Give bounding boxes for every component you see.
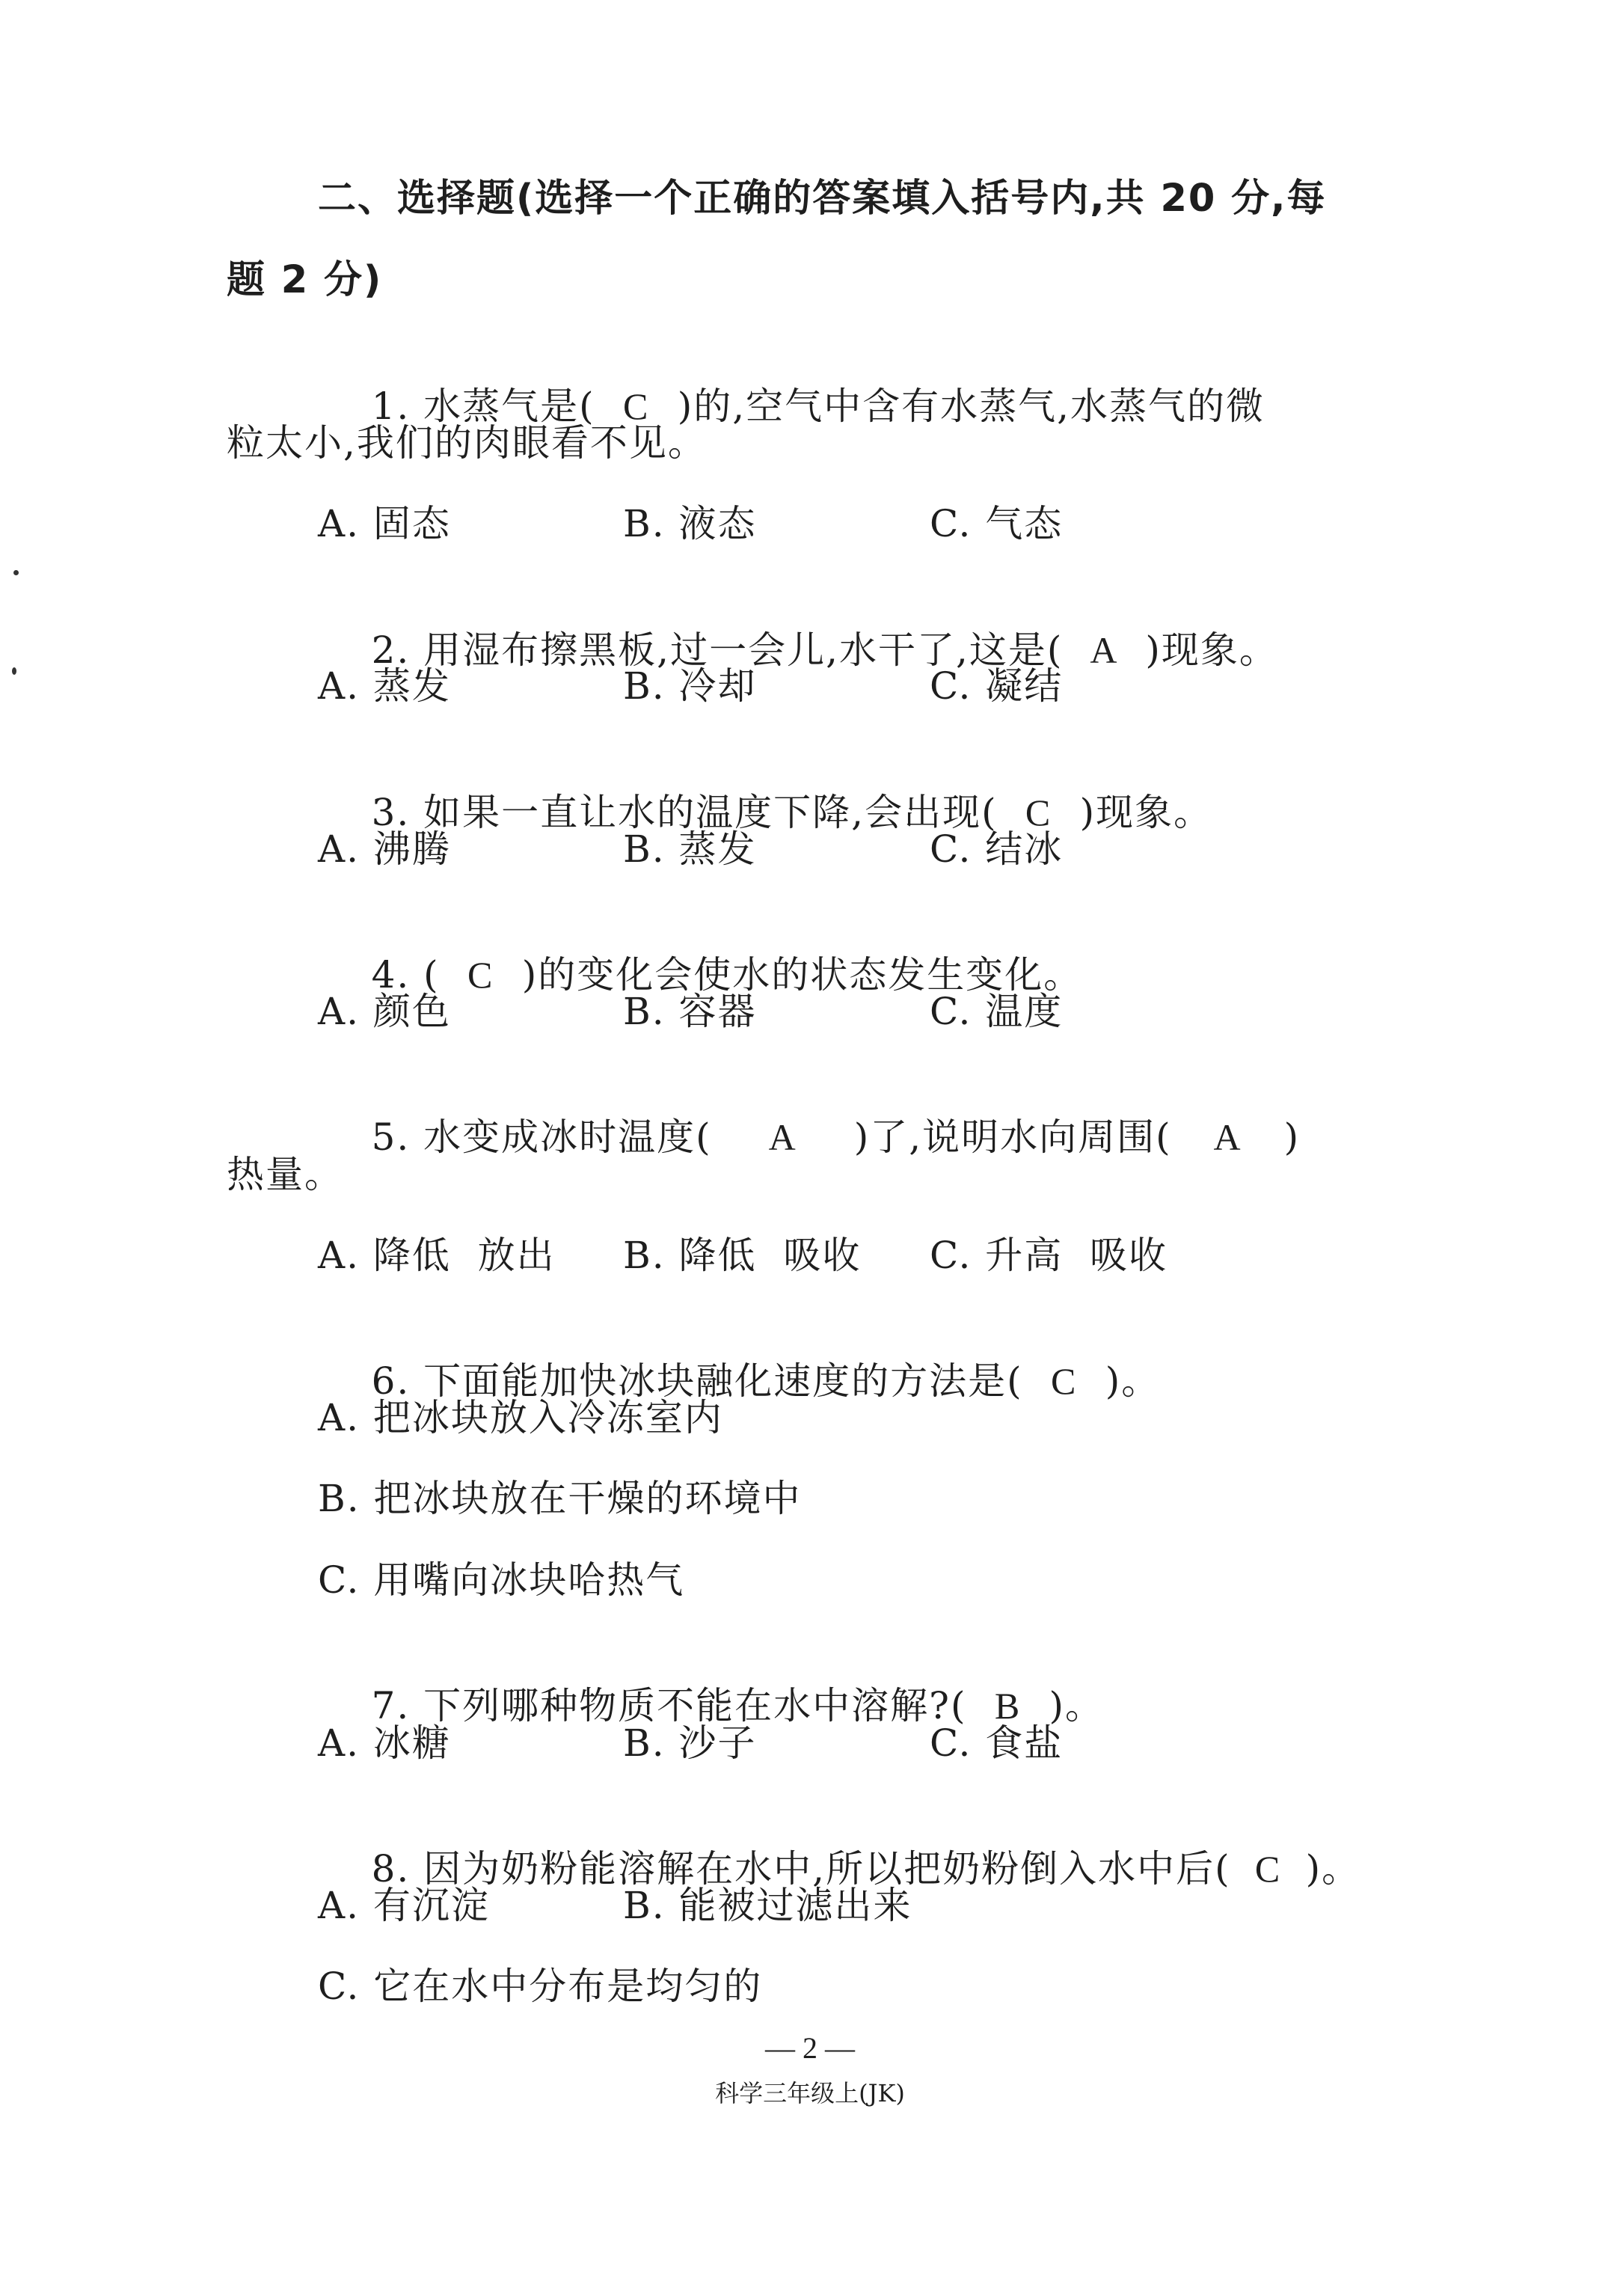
option-6c: C. 用嘴向冰块哈热气 [318, 1558, 685, 1602]
answer-4: C [467, 954, 494, 996]
question-6: 6. 下面能加快冰块融化速度的方法是( C )。 [371, 1359, 1161, 1403]
option-7c: C. 食盐 [930, 1721, 1064, 1765]
option-2c: C. 凝结 [930, 664, 1064, 708]
option-7b: B. 沙子 [623, 1721, 757, 1765]
question-3: 3. 如果一直让水的温度下降,会出现( C )现象。 [371, 791, 1213, 834]
option-1c: C. 气态 [930, 502, 1064, 545]
question-4: 4. ( C )的变化会使水的状态发生变化。 [371, 953, 1083, 997]
answer-3: C [1025, 792, 1052, 833]
scan-dot [12, 667, 16, 675]
option-2b: B. 冷却 [623, 664, 757, 708]
option-6a: A. 把冰块放入冷冻室内 [318, 1396, 723, 1439]
question-8: 8. 因为奶粉能溶解在水中,所以把奶粉倒入水中后( C )。 [371, 1847, 1361, 1891]
question-5: 5. 水变成冰时温度( A )了,说明水向周围( A ) [371, 1115, 1301, 1159]
question-7: 7. 下列哪种物质不能在水中溶解?( B )。 [371, 1684, 1105, 1727]
option-6b: B. 把冰块放在干燥的环境中 [318, 1477, 802, 1520]
option-4c: C. 温度 [930, 990, 1064, 1033]
answer-7: B [994, 1685, 1022, 1727]
option-8c: C. 它在水中分布是均匀的 [318, 1965, 763, 2008]
option-2a: A. 蒸发 [318, 664, 451, 708]
option-5a: A. 降低 放出 [318, 1234, 556, 1277]
option-1a: A. 固态 [318, 502, 451, 545]
section-heading-line1: 二、选择题(选择一个正确的答案填入括号内,共 20 分,每 [318, 177, 1327, 221]
option-3b: B. 蒸发 [623, 827, 757, 871]
book-label: 科学三年级上(JK) [715, 2079, 905, 2107]
question-1-cont: 粒太小,我们的肉眼看不见。 [227, 421, 707, 465]
option-4b: B. 容器 [623, 990, 757, 1033]
option-3c: C. 结冰 [930, 827, 1064, 871]
section-heading-line2: 题 2 分) [227, 258, 383, 302]
answer-5b: A [1213, 1116, 1242, 1158]
question-5-cont: 热量。 [227, 1153, 343, 1196]
question-1: 1. 水蒸气是( C )的,空气中含有水蒸气,水蒸气的微 [371, 385, 1265, 428]
option-7a: A. 冰糖 [318, 1721, 451, 1765]
question-2: 2. 用湿布擦黑板,过一会儿,水干了,这是( A )现象。 [371, 628, 1278, 672]
option-5b: B. 降低 吸收 [623, 1234, 862, 1277]
answer-2: A [1090, 629, 1119, 671]
answer-6: C [1051, 1360, 1078, 1402]
option-1b: B. 液态 [623, 502, 757, 545]
page-number: — 2 — [765, 2031, 855, 2065]
answer-1: C [623, 385, 650, 427]
option-8b: B. 能被过滤出来 [623, 1884, 912, 1927]
option-4a: A. 颜色 [318, 990, 451, 1033]
option-5c: C. 升高 吸收 [930, 1234, 1168, 1277]
answer-8: C [1254, 1848, 1282, 1890]
option-8a: A. 有沉淀 [318, 1884, 490, 1927]
answer-5a: A [768, 1116, 797, 1158]
scan-dot [13, 570, 19, 575]
option-3a: A. 沸腾 [318, 827, 451, 871]
